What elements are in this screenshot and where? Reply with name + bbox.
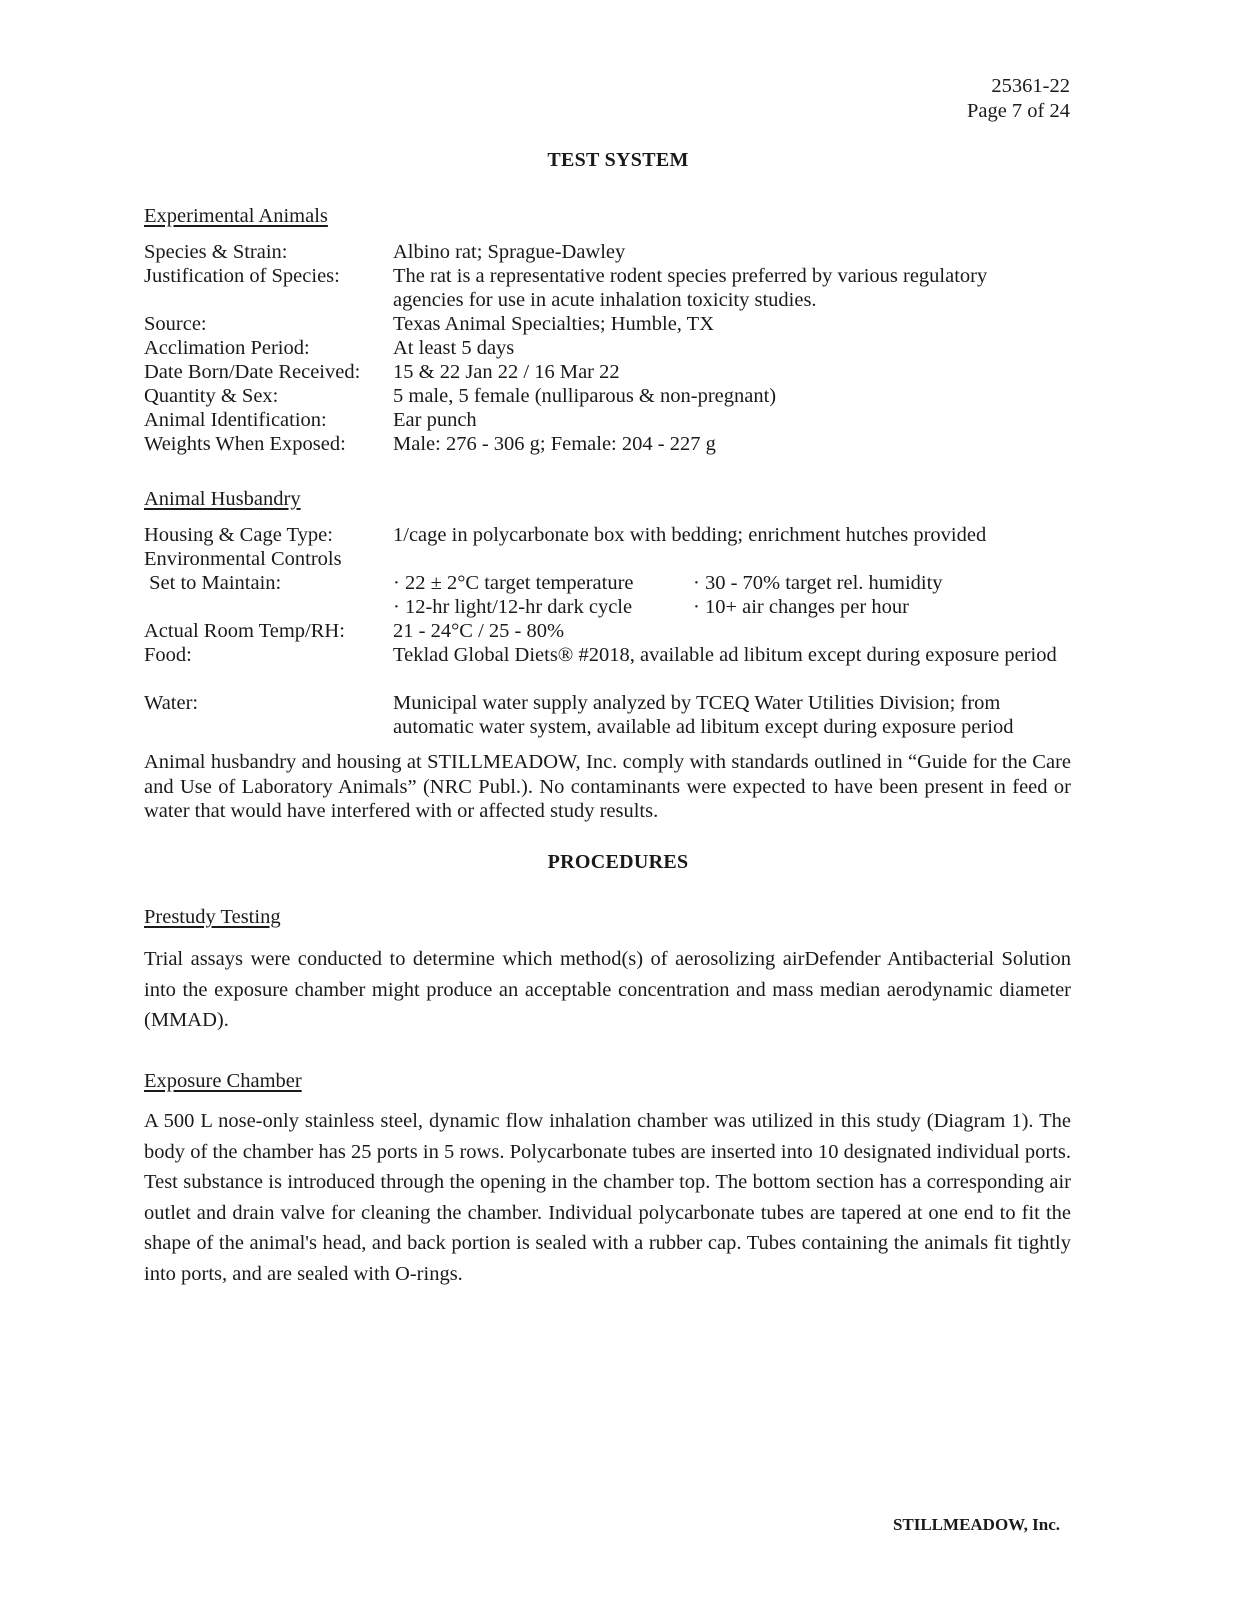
husbandry-statement: Animal husbandry and housing at STILLMEADOW, Inc. comply with standards outlined in “Guide for the Care and Use of Laboratory Animals” (NRC Publ.). No contaminants were expected to have been present in feed or water that would have interfered with or affected study results.	[144, 751, 1071, 822]
prestudy-paragraph: Trial assays were conducted to determine which method(s) of aerosolizing airDefender Antibacterial Solution into the exposure chamber might produce an acceptable concentration and mass median aerodynamic diameter (MMAD).	[144, 948, 1071, 1031]
row-value: 15 & 22 Jan 22 / 16 Mar 22	[393, 361, 620, 383]
row-value: Albino rat; Sprague-Dawley	[393, 241, 626, 263]
list-item: · 12-hr light/12-hr dark cycle	[393, 596, 633, 618]
row-label: Food:	[144, 644, 192, 666]
list-item: · 30 - 70% target rel. humidity	[693, 572, 943, 594]
row-value: The rat is a representative rodent species preferred by various regulatory agencies for use in acute inhalation toxicity studies.	[393, 265, 988, 311]
document-number: 25361-22	[991, 75, 1070, 97]
row-value: 21 - 24°C / 25 - 80%	[393, 620, 565, 642]
row-label: Actual Room Temp/RH:	[144, 620, 345, 642]
row-value: Male: 276 - 306 g; Female: 204 - 227 g	[393, 433, 716, 455]
section-title-test-system: TEST SYSTEM	[547, 149, 689, 171]
row-label: Weights When Exposed:	[144, 433, 346, 455]
row-label: Environmental Controls	[144, 548, 342, 570]
subheading-animal-husbandry: Animal Husbandry	[144, 488, 301, 510]
row-label: Source:	[144, 313, 207, 335]
row-value: Municipal water supply analyzed by TCEQ Water Utilities Division; from automatic water system, available ad libitum except during exposure period	[393, 692, 1014, 738]
row-label: Justification of Species:	[144, 265, 340, 287]
subheading-prestudy-testing: Prestudy Testing	[144, 906, 281, 928]
footer-company: STILLMEADOW, Inc.	[892, 1515, 1060, 1534]
exposure-chamber-paragraph: A 500 L nose-only stainless steel, dynamic flow inhalation chamber was utilized in this study (Diagram 1). The body of the chamber has 25 ports in 5 rows. Polycarbonate tubes are inserted into 10 designated individual ports. Test substance is introduced through the opening in the chamber top. The bottom section has a corresponding air outlet and drain valve for cleaning the chamber. Individual polycarbonate tubes are tapered at one end to fit the shape of the animal's head, and back portion is sealed with a rubber cap. Tubes containing the animals fit tightly into ports, and are sealed with O-rings.	[144, 1110, 1071, 1285]
row-value: 1/cage in polycarbonate box with bedding; enrichment hutches provided	[393, 524, 987, 546]
subheading-experimental-animals: Experimental Animals	[144, 205, 328, 227]
row-label: Quantity & Sex:	[144, 385, 279, 407]
row-label: Date Born/Date Received:	[144, 361, 361, 383]
list-item: · 22 ± 2°C target temperature	[393, 572, 634, 594]
row-label: Animal Identification:	[144, 409, 327, 431]
list-item: · 10+ air changes per hour	[693, 596, 909, 618]
row-value: Texas Animal Specialties; Humble, TX	[393, 313, 715, 335]
row-label: Housing & Cage Type:	[144, 524, 333, 546]
subheading-exposure-chamber: Exposure Chamber	[144, 1070, 302, 1092]
row-value: At least 5 days	[393, 337, 515, 359]
section-title-procedures: PROCEDURES	[547, 851, 689, 873]
row-label: Water:	[144, 692, 199, 714]
row-label: Acclimation Period:	[144, 337, 310, 359]
row-value: 5 male, 5 female (nulliparous & non-pregnant)	[393, 385, 777, 407]
row-value: Teklad Global Diets® #2018, available ad libitum except during exposure period	[393, 644, 1057, 666]
row-value: Ear punch	[393, 409, 477, 431]
page-number: Page 7 of 24	[966, 100, 1070, 122]
row-label: Species & Strain:	[144, 241, 288, 263]
row-label: Set to Maintain:	[144, 572, 282, 594]
